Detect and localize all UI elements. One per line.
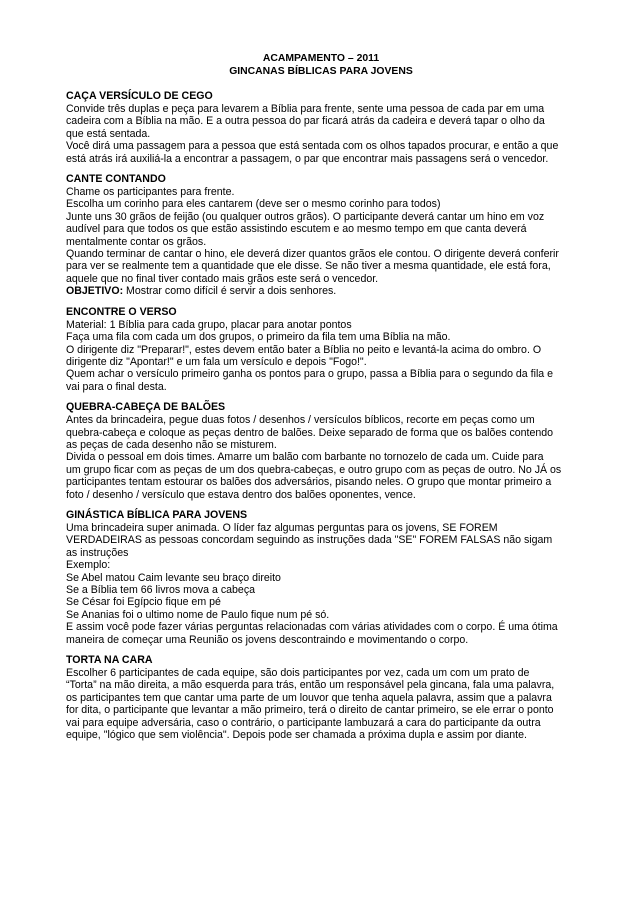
paragraph-line: Quando terminar de cantar o hino, ele deverá dizer quantos grãos ele contou. O dirigente deverá conferir (66, 248, 559, 261)
section-cante-contando (66, 173, 576, 298)
objective-text: Mostrar como difícil é servir a dois senhores. (123, 285, 337, 298)
section-title: CAÇA VERSÍCULO DE CEGO (66, 90, 213, 102)
paragraph-line: dirigente diz "Apontar!" e um fala um versículo e depois "Fogo!". (66, 355, 367, 368)
paragraph-line: que está sentada. (66, 127, 151, 140)
section-title: TORTA NA CARA (66, 654, 153, 667)
paragraph-line: Junte uns 30 grãos de feijão (ou qualquer outros grãos). O participante deverá cantar um hino em voz (66, 210, 545, 223)
paragraph-line: Material: 1 Bíblia para cada grupo, placar para anotar pontos (66, 318, 352, 331)
paragraph-line: Divida o pessoal em dois times. Amarre um balão com barbante no tornozelo de cada um. Cuide para (66, 451, 544, 464)
paragraph-line: Antes da brincadeira, pegue duas fotos / desenhos / versículos bíblicos, recorte em peças como um (66, 414, 535, 427)
header-title: ACAMPAMENTO – 2011 (262, 53, 380, 64)
paragraph-line: Chame os participantes para frente. (66, 186, 235, 199)
paragraph-line: para ver se realmente tem a quantidade que ele disse. Se não tiver a mesma quantidade, ele está fora, (66, 260, 551, 273)
objective-line (66, 285, 576, 297)
paragraph-line: Se Abel matou Caim levante seu braço direito (66, 571, 281, 584)
paragraph-line: Convide três duplas e peça para levarem a Bíblia para frente, sente uma pessoa de cada par em uma (66, 103, 545, 115)
section-title: CANTE CONTANDO (66, 173, 166, 186)
section-title: GINÁSTICA BÍBLICA PARA JOVENS (66, 508, 248, 521)
paragraph-line: Escolher 6 participantes de cada equipe, são dois participantes por vez, cada um com um prato de (66, 667, 530, 680)
paragraph-line: aquele que no final tiver contado mais grãos este será o vencedor. (66, 272, 379, 285)
paragraph-line: as instruções (66, 546, 129, 559)
paragraph-line: Você dirá uma passagem para a pessoa que está sentada com os olhos tapados procurar, e então a que (66, 140, 559, 153)
paragraph-line: Se a Bíblia tem 66 livros mova a cabeça (66, 584, 256, 596)
paragraph-line: Se César foi Egípcio fique em pé (66, 596, 221, 609)
paragraph-line: cadeira com a Bíblia na mão. E a outra pessoa do par ficará atrás da cadeira e deverá tapar o olho da (66, 115, 545, 128)
paragraph-line: as peças de cada desenho não se misturem. (66, 438, 277, 451)
paragraph-line: está atrás irá auxiliá-la a encontrar a passagem, o par que encontrar mais passagens será o vencedor. (66, 152, 549, 165)
paragraph-line: mentalmente contar os grãos. (66, 235, 207, 248)
section-title: ENCONTRE O VERSO (66, 305, 177, 318)
paragraph-line: os participantes tem que cantar uma parte de um louvor que tenha aquela palavra, assim que a palavra (66, 691, 552, 704)
header-subtitle: GINCANAS BÍBLICAS PARA JOVENS (229, 66, 413, 77)
paragraph-line: um grupo ficar com as peças de um dos quebra-cabeças, e outro grupo com as peças de outro. No JÁ os (66, 463, 562, 476)
paragraph-line: Faça uma fila com cada um dos grupos, o primeiro da fila tem uma Bíblia na mão. (66, 331, 451, 344)
paragraph-line: Escolha um corinho para eles cantarem (deve ser o mesmo corinho para todos) (66, 198, 441, 211)
paragraph-line: Se Ananias foi o ultimo nome de Paulo fique num pé só. (66, 608, 330, 621)
paragraph-line: Uma brincadeira super animada. O líder faz algumas perguntas para os jovens, SE FOREM (66, 521, 498, 534)
objective-label: OBJETIVO: (66, 285, 124, 298)
paragraph-line: for dita, o participante que levantar a mão primeiro, terá o direito de cantar primeiro, se ele errar o ponto (66, 704, 554, 717)
paragraph-line: Exemplo: (66, 559, 111, 572)
document-header (66, 52, 576, 78)
section-caca-versiculo (66, 90, 576, 165)
section-encontre-o-verso (66, 306, 576, 393)
paragraph-line: maneira de começar uma Reunião os jovens descontraindo e movimentando o corpo. (66, 633, 469, 646)
paragraph-line: E assim você pode fazer várias perguntas relacionadas com várias atividades com o corpo. É uma ótima (66, 621, 558, 634)
section-quebra-cabeca (66, 401, 576, 501)
paragraph-line: foto / desenho / versículo que estava dentro dos balões oponentes, vence. (66, 488, 416, 501)
paragraph-line: equipe, "lógico que sem violência". Depois pode ser chamada a próxima dupla e assim por diante. (66, 729, 527, 742)
paragraph-line: quebra-cabeça e coloque as peças dentro de balões. Deixe separado de forma que os balões contendo (66, 426, 554, 439)
paragraph-line: participantes tentam estourar os balões dos adversários, pisando neles. O grupo que montar primeiro a (66, 476, 552, 489)
paragraph-line: “Torta” na mão direita, a mão esquerda para trás, então um responsável pela gincana, fala uma palavra, (66, 679, 555, 692)
paragraph-line: VERDADEIRAS as pessoas concordam seguindo as instruções dada "SE" FOREM FALSAS não sigam (66, 534, 553, 547)
paragraph-line: vai para o final desta. (66, 380, 167, 393)
paragraph-line: audível para que todos os que estão assistindo escutem e ao mesmo tempo em que canta deverá (66, 223, 527, 236)
paragraph-line: Quem achar o versículo primeiro ganha os pontos para o grupo, passa a Bíblia para o segundo da fila e (66, 368, 554, 381)
paragraph-line: vai para equipe adversária, caso o contrário, o participante lambuzará a cara do participante da outra (66, 716, 541, 729)
section-torta-na-cara (66, 654, 576, 741)
section-ginastica-biblica (66, 509, 576, 646)
paragraph-line: O dirigente diz "Preparar!", estes devem então bater a Bíblia no peito e levantá-la acima do ombro. O (66, 343, 542, 356)
section-title: QUEBRA-CABEÇA DE BALÕES (66, 401, 226, 414)
